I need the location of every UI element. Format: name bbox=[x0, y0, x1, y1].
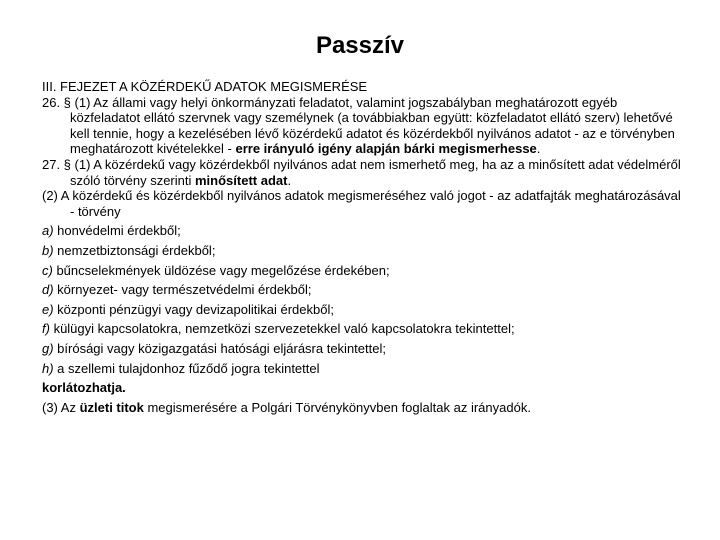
list-item bbox=[42, 321, 682, 337]
list-item-letter: d) bbox=[42, 282, 54, 298]
restriction-conclusion bbox=[42, 380, 682, 396]
list-item-text: bűncselekmények üldözése vagy megelőzése érdekében; bbox=[52, 262, 390, 278]
slide-body bbox=[42, 79, 682, 415]
list-item bbox=[42, 223, 682, 239]
chapter-heading: III. FEJEZET A KÖZÉRDEKŰ ADATOK MEGISMERÉSE bbox=[42, 79, 368, 94]
paragraph-27-3-emphasis: üzleti titok bbox=[79, 399, 144, 415]
paragraph-27-1-emphasis: minősített adat bbox=[195, 172, 288, 188]
list-item-letter: b) bbox=[42, 242, 54, 258]
paragraph-26-emphasis: erre irányuló igény alapján bárki megismerhesse bbox=[235, 141, 537, 157]
list-item-letter: c) bbox=[42, 262, 53, 278]
list-item-text: nemzetbiztonsági érdekből; bbox=[53, 242, 216, 258]
paragraph-27-1-text: 27. § (1) A közérdekű vagy közérdekből nyilvános adat nem ismerhető meg, ha az a minősített adat védelméről szóló törvény szerinti bbox=[42, 156, 681, 188]
paragraph-27-1-end: . bbox=[287, 172, 292, 188]
list-item-letter: f) bbox=[42, 321, 50, 337]
list-item-text: a szellemi tulajdonhoz fűződő jogra tekintettel bbox=[53, 360, 320, 376]
list-item-text: központi pénzügyi vagy devizapolitikai érdekből; bbox=[53, 301, 334, 317]
list-item-text: bírósági vagy közigazgatási hatósági eljárásra tekintettel; bbox=[53, 340, 386, 356]
paragraph-27-3 bbox=[42, 400, 682, 416]
restriction-list bbox=[42, 223, 682, 376]
slide-title: Passzív bbox=[315, 32, 405, 59]
paragraph-26 bbox=[42, 95, 682, 157]
list-item bbox=[42, 302, 682, 318]
list-item bbox=[42, 282, 682, 298]
restriction-conclusion-text: korlátozhatja. bbox=[42, 380, 126, 396]
list-item-letter: a) bbox=[42, 223, 54, 239]
paragraph-27-2: (2) A közérdekű és közérdekből nyilvános adatok megismeréséhez való jogot - az adatfajták meghatározásával - törvény bbox=[42, 188, 681, 219]
list-item bbox=[42, 361, 682, 377]
list-item-letter: h) bbox=[42, 360, 54, 376]
paragraph-26-text: 26. § (1) Az állami vagy helyi önkormányzati feladatot, valamint jogszabályban meghatározott egyéb közfeladatot ellátó szervnek vagy személynek (a továbbiakban együtt: közfeladatot ellátó szerv) lehetővé kell tennie, hogy a kezelésében lévő közérdekű adatot és közérdekből nyilvános adatot - az e törvényben meghatározott kivételekkel - bbox=[42, 94, 675, 157]
list-item-text: honvédelmi érdekből; bbox=[53, 223, 181, 239]
paragraph-27-3-start: (3) Az bbox=[42, 399, 80, 415]
list-item-text: környezet- vagy természetvédelmi érdekből; bbox=[53, 282, 312, 298]
list-item-letter: e) bbox=[42, 301, 54, 317]
list-item-text: külügyi kapcsolatokra, nemzetközi szervezetekkel való kapcsolatokra tekintettel; bbox=[49, 321, 515, 337]
list-item-letter: g) bbox=[42, 340, 54, 356]
list-item bbox=[42, 341, 682, 357]
list-item bbox=[42, 263, 682, 279]
paragraph-27-1 bbox=[42, 157, 682, 188]
paragraph-26-end: . bbox=[536, 141, 541, 157]
paragraph-27-3-end: megismerésére a Polgári Törvénykönyvben foglaltak az irányadók. bbox=[143, 399, 531, 415]
list-item bbox=[42, 243, 682, 259]
